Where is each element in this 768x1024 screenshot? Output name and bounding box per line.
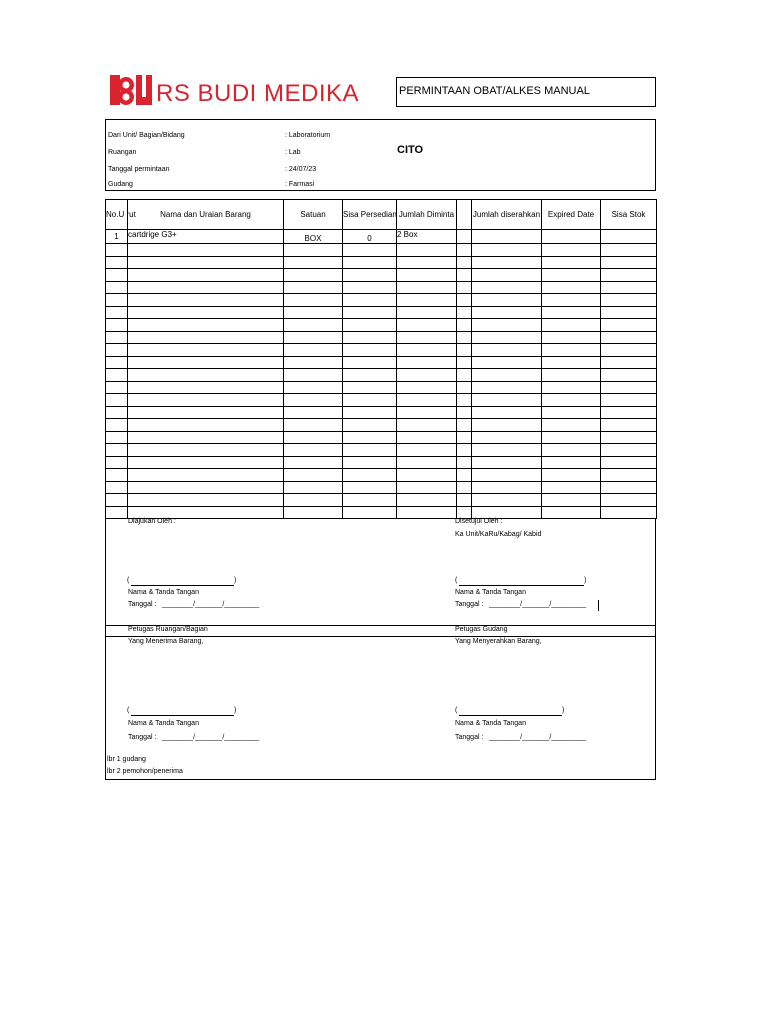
table-cell (106, 256, 128, 269)
table-cell (542, 419, 601, 432)
menyerahkan-label: Yang Menyerahkan Barang, (455, 638, 542, 645)
table-cell (601, 419, 657, 432)
sig3-name-label: Nama & Tanda Tangan (128, 720, 199, 727)
table-cell (343, 394, 397, 407)
table-cell (128, 406, 284, 419)
sig1-name-label: Nama & Tanda Tangan (128, 589, 199, 596)
table-row (106, 356, 657, 369)
table-cell (601, 456, 657, 469)
table-cell (128, 481, 284, 494)
info-label-ruangan: Ruangan (108, 149, 137, 156)
table-cell (457, 431, 472, 444)
row-sisa: 0 (343, 230, 397, 244)
info-label-gudang: Gudang (108, 181, 133, 188)
table-cell (343, 269, 397, 282)
table-cell (284, 481, 343, 494)
table-cell (457, 394, 472, 407)
table-cell (457, 381, 472, 394)
table-cell (542, 431, 601, 444)
table-row (106, 456, 657, 469)
table-cell (472, 269, 542, 282)
table-cell (457, 406, 472, 419)
table-cell (601, 269, 657, 282)
table-cell (128, 294, 284, 307)
table-cell (106, 356, 128, 369)
table-cell (472, 331, 542, 344)
table-cell (284, 406, 343, 419)
table-cell (343, 369, 397, 382)
col-satuan: Satuan (284, 200, 343, 230)
table-cell (457, 419, 472, 432)
table-row (106, 406, 657, 419)
table-cell (542, 331, 601, 344)
table-cell (397, 469, 457, 482)
sig1-open: ( (127, 577, 130, 584)
table-header-row (106, 200, 657, 230)
sig2-line (459, 585, 584, 586)
table-cell (284, 319, 343, 332)
sig1-date-blank: ________/_______/_________ (162, 601, 260, 608)
col-sisa: Sisa Persedian (343, 200, 397, 230)
table-cell (128, 281, 284, 294)
table-cell (106, 281, 128, 294)
hospital-logo (108, 73, 156, 112)
table-cell (457, 369, 472, 382)
table-row (106, 431, 657, 444)
table-cell (601, 506, 657, 519)
table-cell (284, 331, 343, 344)
table-row (106, 269, 657, 282)
table-cell (343, 256, 397, 269)
table-cell (542, 306, 601, 319)
table-cell (106, 419, 128, 432)
table-cell (106, 294, 128, 307)
table-cell (601, 381, 657, 394)
table-cell (601, 256, 657, 269)
sig3-date-blank: ________/_______/_________ (162, 734, 260, 741)
table-cell (397, 356, 457, 369)
table-cell (128, 444, 284, 457)
table-cell (284, 456, 343, 469)
table-row (106, 419, 657, 432)
table-cell (284, 506, 343, 519)
table-cell (284, 369, 343, 382)
hospital-logo-icon (108, 73, 156, 107)
table-cell (397, 444, 457, 457)
table-cell (601, 469, 657, 482)
table-cell (284, 394, 343, 407)
table-cell (601, 494, 657, 507)
table-cell (343, 331, 397, 344)
sig3-date-label: Tanggal : (128, 734, 157, 741)
table-cell (397, 294, 457, 307)
table-cell (106, 394, 128, 407)
table-cell (472, 244, 542, 257)
table-cell (106, 344, 128, 357)
table-cell (106, 406, 128, 419)
sig3-open: ( (127, 707, 130, 714)
sig2-date-label: Tanggal : (455, 601, 484, 608)
table-cell (472, 469, 542, 482)
info-label-unit: Dari Unit/ Bagian/Bidang (108, 132, 185, 139)
table-row (106, 469, 657, 482)
table-row (106, 306, 657, 319)
table-cell (343, 444, 397, 457)
table-cell (601, 281, 657, 294)
table-cell (128, 506, 284, 519)
table-cell (343, 281, 397, 294)
table-cell (397, 431, 457, 444)
table-cell (472, 419, 542, 432)
table-cell (601, 294, 657, 307)
sig4-name-label: Nama & Tanda Tangan (455, 720, 526, 727)
sig4-open: ( (455, 707, 458, 714)
sig1-close: ) (234, 577, 237, 584)
sig2-open: ( (455, 577, 458, 584)
info-box (105, 119, 656, 191)
table-cell (457, 331, 472, 344)
table-cell (472, 256, 542, 269)
table-cell (472, 281, 542, 294)
table-cell (397, 256, 457, 269)
signature-divider-2 (105, 636, 656, 637)
table-cell (472, 319, 542, 332)
row-satuan: BOX (284, 230, 343, 244)
items-table (105, 199, 657, 519)
disetujui-sub: Ka Unit/KaRu/Kabag/ Kabid (455, 531, 542, 538)
table-cell (397, 344, 457, 357)
table-cell (542, 369, 601, 382)
text-cursor-mark (598, 600, 599, 611)
table-cell (106, 494, 128, 507)
sig2-name-label: Nama & Tanda Tangan (455, 589, 526, 596)
sig2-close: ) (584, 577, 587, 584)
table-row (106, 344, 657, 357)
table-cell (472, 369, 542, 382)
table-cell (472, 381, 542, 394)
table-cell (397, 369, 457, 382)
col-no: No.U rut (106, 200, 128, 230)
table-row (106, 481, 657, 494)
table-cell (542, 244, 601, 257)
table-cell (106, 381, 128, 394)
table-row (106, 506, 657, 519)
table-cell (457, 356, 472, 369)
table-cell (128, 269, 284, 282)
table-cell (343, 381, 397, 394)
table-cell (343, 419, 397, 432)
table-cell (472, 481, 542, 494)
hospital-name: RS BUDI MEDIKA (156, 80, 360, 107)
row-no: 1 (106, 230, 128, 244)
table-cell (397, 394, 457, 407)
table-cell (106, 331, 128, 344)
row-expired (542, 230, 601, 244)
table-cell (397, 244, 457, 257)
table-cell (457, 281, 472, 294)
table-cell (284, 494, 343, 507)
table-cell (397, 269, 457, 282)
table-cell (343, 456, 397, 469)
table-cell (457, 481, 472, 494)
row-diserahkan (472, 230, 542, 244)
table-cell (284, 381, 343, 394)
table-cell (343, 506, 397, 519)
table-cell (128, 356, 284, 369)
table-cell (457, 319, 472, 332)
table-cell (397, 456, 457, 469)
table-row (106, 281, 657, 294)
col-sisa-stok: Sisa Stok (601, 200, 657, 230)
table-cell (106, 506, 128, 519)
table-cell (343, 306, 397, 319)
table-cell (542, 481, 601, 494)
table-cell (472, 306, 542, 319)
table-cell (457, 256, 472, 269)
table-cell (106, 319, 128, 332)
table-cell (397, 419, 457, 432)
table-cell (542, 381, 601, 394)
table-cell (542, 394, 601, 407)
table-cell (397, 281, 457, 294)
footer-line-2: lbr 2 pemohon/penerima (107, 768, 183, 775)
col-jumlah: Jumlah Diminta (397, 200, 457, 230)
table-cell (128, 469, 284, 482)
table-row (106, 244, 657, 257)
table-cell (472, 431, 542, 444)
petugas-ruangan-label: Petugas Ruangan/Bagian (128, 626, 208, 633)
table-row (106, 294, 657, 307)
table-cell (284, 431, 343, 444)
table-cell (457, 344, 472, 357)
table-cell (457, 444, 472, 457)
table-row (106, 331, 657, 344)
info-label-tanggal: Tanggal permintaan (108, 166, 170, 173)
table-cell (397, 319, 457, 332)
sig4-line (459, 715, 562, 716)
table-cell (472, 394, 542, 407)
col-diserahkan: Jumlah diserahkan (472, 200, 542, 230)
table-cell (128, 431, 284, 444)
table-row (106, 230, 657, 244)
table-cell (343, 244, 397, 257)
table-cell (284, 306, 343, 319)
table-cell (106, 244, 128, 257)
table-cell (128, 306, 284, 319)
table-row (106, 444, 657, 457)
row-nama: cartdrige G3+ (128, 230, 284, 244)
row-sisa-stok (601, 230, 657, 244)
table-cell (284, 444, 343, 457)
sig1-date-label: Tanggal : (128, 601, 157, 608)
table-cell (397, 306, 457, 319)
table-cell (343, 469, 397, 482)
info-value-gudang: : Farmasi (285, 181, 315, 188)
table-cell (106, 444, 128, 457)
table-cell (601, 356, 657, 369)
table-cell (397, 481, 457, 494)
sig3-close: ) (234, 707, 237, 714)
table-cell (343, 406, 397, 419)
sig1-line (131, 585, 234, 586)
table-cell (601, 369, 657, 382)
table-cell (542, 506, 601, 519)
table-cell (472, 444, 542, 457)
table-cell (601, 431, 657, 444)
col-gap (457, 200, 472, 230)
table-cell (128, 369, 284, 382)
table-cell (542, 444, 601, 457)
table-row (106, 394, 657, 407)
table-row (106, 369, 657, 382)
table-cell (601, 319, 657, 332)
table-cell (343, 431, 397, 444)
table-cell (106, 431, 128, 444)
row-jumlah: 2 Box (397, 230, 457, 244)
table-cell (106, 456, 128, 469)
table-row (106, 256, 657, 269)
row-gap (457, 230, 472, 244)
table-cell (284, 281, 343, 294)
table-cell (397, 381, 457, 394)
table-cell (457, 244, 472, 257)
table-cell (542, 344, 601, 357)
table-cell (106, 306, 128, 319)
table-cell (472, 344, 542, 357)
table-cell (472, 356, 542, 369)
sig4-date-label: Tanggal : (455, 734, 484, 741)
table-cell (284, 269, 343, 282)
table-cell (601, 444, 657, 457)
table-cell (128, 456, 284, 469)
sig4-close: ) (562, 707, 565, 714)
table-cell (397, 506, 457, 519)
table-cell (601, 394, 657, 407)
info-value-ruangan: : Lab (285, 149, 301, 156)
table-cell (284, 469, 343, 482)
table-cell (472, 456, 542, 469)
cito-label: CITO (397, 144, 424, 156)
table-cell (128, 381, 284, 394)
table-cell (397, 406, 457, 419)
table-cell (542, 269, 601, 282)
table-cell (128, 419, 284, 432)
table-cell (284, 256, 343, 269)
table-cell (106, 481, 128, 494)
footer-line-1: lbr 1 gudang (107, 756, 146, 763)
table-cell (601, 406, 657, 419)
table-cell (472, 294, 542, 307)
table-cell (457, 269, 472, 282)
form-title-box (396, 77, 656, 107)
menerima-label: Yang Menerima Barang, (128, 638, 204, 645)
table-cell (343, 481, 397, 494)
table-cell (343, 494, 397, 507)
table-row (106, 381, 657, 394)
table-cell (106, 469, 128, 482)
table-cell (601, 344, 657, 357)
sig3-line (131, 715, 234, 716)
table-cell (542, 469, 601, 482)
table-cell (542, 281, 601, 294)
table-cell (284, 244, 343, 257)
table-cell (542, 256, 601, 269)
table-cell (284, 294, 343, 307)
table-cell (284, 344, 343, 357)
table-cell (542, 356, 601, 369)
col-nama: Nama dan Uraian Barang (128, 200, 284, 230)
table-cell (542, 406, 601, 419)
table-cell (343, 356, 397, 369)
table-cell (128, 331, 284, 344)
table-cell (542, 294, 601, 307)
table-cell (601, 481, 657, 494)
sig4-date-blank: ________/_______/_________ (489, 734, 587, 741)
table-cell (472, 494, 542, 507)
table-cell (472, 406, 542, 419)
disetujui-label: Disetujui Oleh : (455, 518, 503, 525)
table-cell (128, 256, 284, 269)
table-cell (106, 269, 128, 282)
table-row (106, 494, 657, 507)
table-cell (128, 244, 284, 257)
table-cell (542, 319, 601, 332)
table-cell (542, 456, 601, 469)
table-cell (284, 419, 343, 432)
table-cell (343, 294, 397, 307)
table-cell (457, 294, 472, 307)
table-cell (601, 244, 657, 257)
table-cell (457, 306, 472, 319)
sig2-date-blank: ________/_______/_________ (489, 601, 587, 608)
table-cell (106, 369, 128, 382)
table-cell (343, 319, 397, 332)
info-value-tanggal: : 24/07/23 (285, 166, 317, 173)
table-cell (343, 344, 397, 357)
info-value-unit: : Laboratorium (285, 132, 331, 139)
table-cell (457, 506, 472, 519)
table-cell (601, 331, 657, 344)
table-cell (397, 331, 457, 344)
table-cell (128, 494, 284, 507)
table-cell (284, 356, 343, 369)
table-cell (128, 394, 284, 407)
table-cell (128, 344, 284, 357)
table-cell (457, 469, 472, 482)
table-cell (472, 506, 542, 519)
table-cell (128, 319, 284, 332)
petugas-gudang-label: Petugas Gudang (455, 626, 508, 633)
table-cell (542, 494, 601, 507)
table-cell (457, 494, 472, 507)
table-cell (601, 306, 657, 319)
table-row (106, 319, 657, 332)
col-expired: Expired Date (542, 200, 601, 230)
diajukan-label: Diajukan Oleh : (128, 518, 176, 525)
form-title: PERMINTAAN OBAT/ALKES MANUAL (399, 85, 590, 97)
table-cell (457, 456, 472, 469)
table-cell (397, 494, 457, 507)
